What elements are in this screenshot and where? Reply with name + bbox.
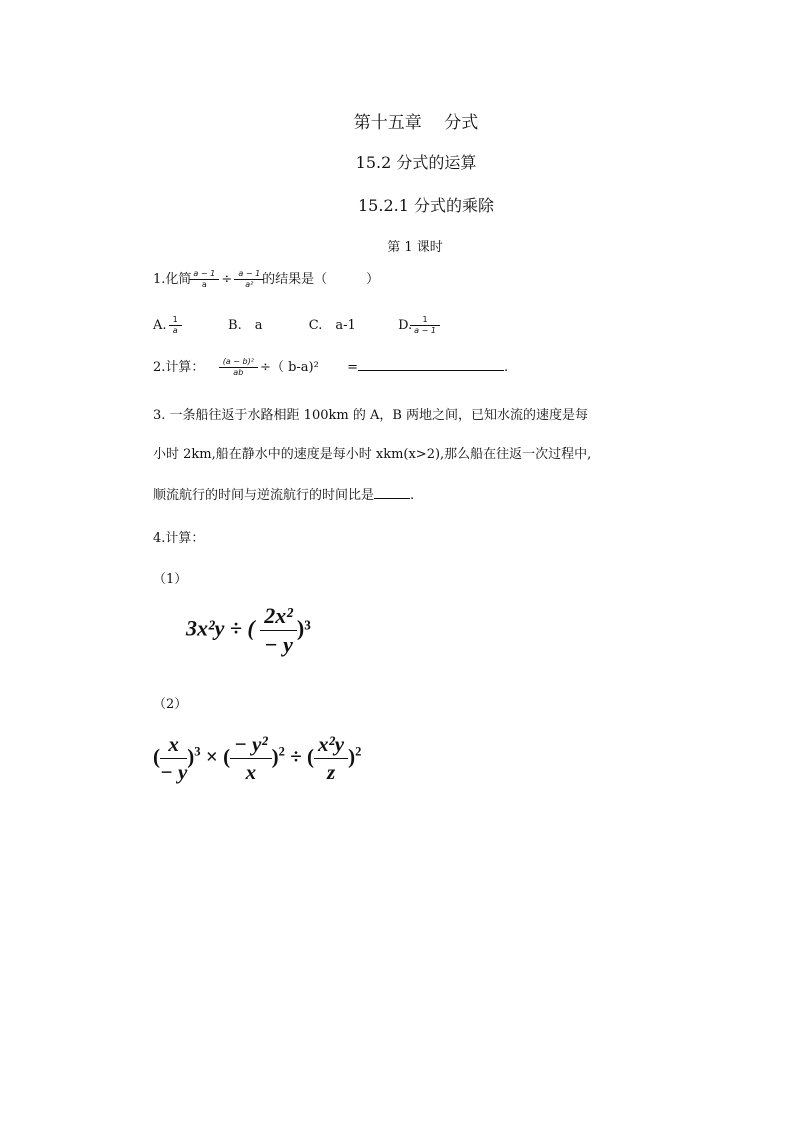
option-a-num: 1 xyxy=(172,314,178,324)
expr2-f1-denominator: − y xyxy=(160,760,188,785)
expr1-lead: 3x²y ÷ ( xyxy=(186,615,255,641)
option-a xyxy=(153,314,180,335)
q2-prefix: 2.计算： xyxy=(153,360,205,375)
subsection-title: 15.2.1 分式的乘除 xyxy=(358,196,494,215)
q3-answer-blank[interactable] xyxy=(374,498,410,499)
option-c: C. a-1 xyxy=(308,318,356,333)
q1-frac1-numerator: a − 1 xyxy=(193,268,216,278)
option-a-fraction xyxy=(171,316,180,336)
expr2-f2-power: 2 xyxy=(278,744,285,759)
q2-fraction xyxy=(221,358,256,378)
q3-line-2: 小时 2km,船在静水中的速度是每小时 xkm(x>2),那么船在往返一次过程中, xyxy=(153,447,592,462)
option-d-num: 1 xyxy=(422,314,428,324)
q1-frac2-denominator: a² xyxy=(234,279,264,289)
expr2-f1-numerator: x xyxy=(168,732,179,756)
q4-expression-1 xyxy=(186,604,311,657)
q3-line-1: 3. 一条船往返于水路相距 100km 的 A，B 两地之间，已知水流的速度是每 xyxy=(153,408,589,423)
question-2 xyxy=(153,356,508,377)
chapter-title: 第十五章 分式 xyxy=(353,113,479,133)
q2-rest: ÷（ b-a)² xyxy=(260,360,319,375)
q4-part-2-label: （2） xyxy=(153,697,188,712)
option-a-den: a xyxy=(169,325,182,335)
expr1-denominator: − y xyxy=(260,630,297,657)
option-d-den: a − 1 xyxy=(410,325,440,335)
expr1-numerator: 2x² xyxy=(264,603,293,628)
q1-fraction-2 xyxy=(236,270,262,290)
option-d-label: D. xyxy=(398,318,413,333)
expr1-tail: )³ xyxy=(296,615,311,641)
q1-prefix: 1.化简 xyxy=(153,272,192,287)
q1-fraction-1 xyxy=(191,270,217,290)
q1-frac2-numerator: a − 1 xyxy=(238,268,261,278)
expr2-fraction-3 xyxy=(314,733,348,784)
q4-part-1-label: （1） xyxy=(153,572,188,587)
lesson-title: 第 1 课时 xyxy=(387,240,443,255)
expr2-f3-numerator: x²y xyxy=(317,732,345,756)
q1-divide-sign: ÷ xyxy=(221,272,233,287)
q3-end: . xyxy=(410,488,415,503)
expr2-f2-numerator: − y² xyxy=(234,732,268,756)
q2-end: . xyxy=(504,360,509,375)
q4-title: 4.计算： xyxy=(153,531,205,546)
q3-line-3 xyxy=(153,484,414,503)
expr2-f1-power: 3 xyxy=(194,744,201,759)
q2-frac-denominator: ab xyxy=(219,367,258,377)
expr2-f2-denominator: x xyxy=(230,758,272,784)
expr1-fraction xyxy=(260,604,297,657)
q1-frac1-denominator: a xyxy=(189,279,219,289)
q2-answer-blank[interactable] xyxy=(358,370,504,371)
q2-equals: = xyxy=(347,360,359,375)
question-1 xyxy=(153,268,379,289)
expr2-f3-denominator: z xyxy=(314,758,348,784)
q1-suffix: 的结果是（ ） xyxy=(262,272,380,287)
q1-options xyxy=(153,314,633,335)
expr2-f3-power: 2 xyxy=(355,744,362,759)
q2-frac-numerator: (a − b)² xyxy=(222,356,254,366)
q4-expression-2: ( $\frac{x}{- y}$ )$^3$ × ( $\frac{\text{− y²}}{x}$ )$^2$ ÷ ( $\frac{\text{x²y}}{z}$ )$^2$ xyxy=(153,732,362,785)
q3-line-3-text: 顺流航行的时间与逆流航行的时间比是 xyxy=(153,488,375,503)
expr2-divide-sign: ÷ xyxy=(290,744,302,769)
section-title: 15.2 分式的运算 xyxy=(355,153,477,172)
expr2-times-sign: × xyxy=(205,744,218,769)
option-d-fraction xyxy=(412,316,438,336)
option-d xyxy=(398,314,438,335)
option-a-label: A. xyxy=(153,318,167,333)
option-b: B. a xyxy=(228,318,263,333)
expr2-fraction-1 xyxy=(160,733,187,784)
expr2-fraction-2 xyxy=(230,733,272,784)
